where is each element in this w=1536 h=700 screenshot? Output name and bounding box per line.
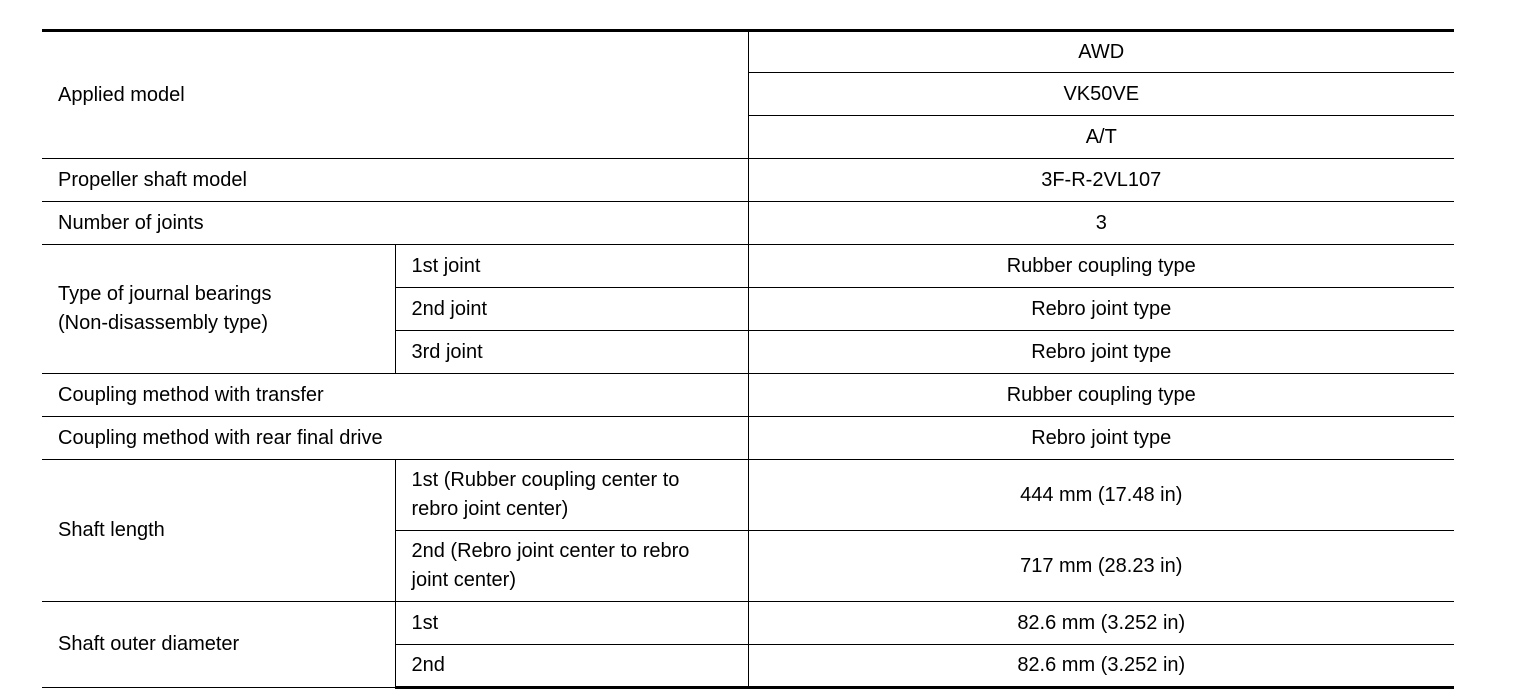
shaft-diameter-2-value: 82.6 mm (3.252 in): [748, 645, 1454, 688]
journal-bearing-1-value: Rubber coupling type: [748, 245, 1454, 288]
table-row: [42, 417, 1454, 460]
propeller-shaft-model-value: 3F-R-2VL107: [748, 159, 1454, 202]
shaft-diameter-2-sub: 2nd: [395, 645, 748, 688]
shaft-length-2-sub-line1: 2nd (Rebro joint center to rebro: [411, 540, 690, 562]
coupling-rear-label: Coupling method with rear final drive: [42, 417, 748, 460]
journal-bearing-1-sub: 1st joint: [395, 245, 748, 288]
specification-table: [42, 29, 1454, 689]
applied-model-drive: AWD: [748, 31, 1454, 73]
journal-bearings-label: [42, 245, 395, 374]
number-of-joints-value: 3: [748, 202, 1454, 245]
shaft-outer-diameter-label: Shaft outer diameter: [42, 602, 395, 688]
shaft-length-1-sub: [395, 460, 748, 531]
table-row: [42, 159, 1454, 202]
journal-bearing-3-value: Rebro joint type: [748, 331, 1454, 374]
shaft-diameter-1-sub: 1st: [395, 602, 748, 645]
shaft-length-1-sub-line1: 1st (Rubber coupling center to: [411, 469, 680, 491]
journal-bearings-label-line1: Type of journal bearings: [58, 283, 272, 305]
journal-bearing-2-sub: 2nd joint: [395, 288, 748, 331]
shaft-diameter-1-value: 82.6 mm (3.252 in): [748, 602, 1454, 645]
table-row: [42, 374, 1454, 417]
applied-model-label: Applied model: [42, 31, 748, 159]
shaft-length-2-sub-line2: joint center): [411, 569, 516, 591]
table-row: [42, 202, 1454, 245]
number-of-joints-label: Number of joints: [42, 202, 748, 245]
coupling-transfer-label: Coupling method with transfer: [42, 374, 748, 417]
journal-bearings-label-line2: (Non-disassembly type): [58, 312, 269, 334]
table-row: [42, 460, 1454, 531]
applied-model-transmission: A/T: [748, 116, 1454, 159]
coupling-rear-value: Rebro joint type: [748, 417, 1454, 460]
shaft-length-1-value: 444 mm (17.48 in): [748, 460, 1454, 531]
applied-model-engine: VK50VE: [748, 73, 1454, 116]
journal-bearing-3-sub: 3rd joint: [395, 331, 748, 374]
journal-bearing-2-value: Rebro joint type: [748, 288, 1454, 331]
shaft-length-label: Shaft length: [42, 460, 395, 602]
propeller-shaft-model-label: Propeller shaft model: [42, 159, 748, 202]
coupling-transfer-value: Rubber coupling type: [748, 374, 1454, 417]
shaft-length-1-sub-line2: rebro joint center): [411, 498, 569, 520]
table-row: [42, 602, 1454, 645]
shaft-length-2-value: 717 mm (28.23 in): [748, 531, 1454, 602]
shaft-length-2-sub: [395, 531, 748, 602]
table-row: [42, 31, 1454, 73]
table-row: [42, 245, 1454, 288]
